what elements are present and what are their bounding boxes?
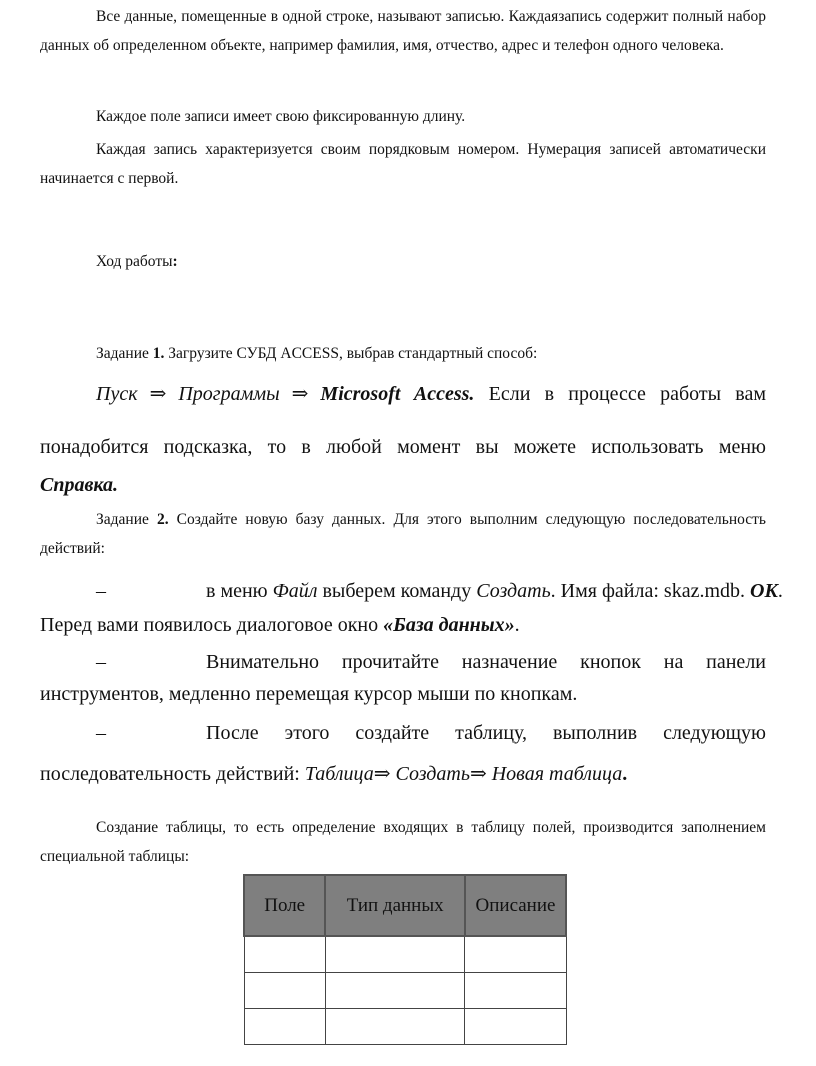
fields-table xyxy=(243,874,567,1045)
task1-heading xyxy=(96,339,537,368)
menu-programs: Программы xyxy=(178,383,280,405)
task2-prefix: Задание xyxy=(96,511,157,528)
dialog-database: «База данных» xyxy=(383,614,515,636)
table-header-row xyxy=(244,875,566,936)
header-description: Описание xyxy=(465,875,566,936)
step1-dialog-end: . xyxy=(514,614,520,636)
step2-text: Внимательно прочитайте назначение кнопок на панели xyxy=(206,651,766,673)
menu-table: Таблица xyxy=(304,763,374,785)
task1-prefix: Задание xyxy=(96,345,153,362)
task2-number: 2. xyxy=(156,511,169,528)
step-create-file-dialog xyxy=(40,610,766,640)
header-field: Поле xyxy=(244,875,325,936)
step-create-table xyxy=(96,718,766,748)
dash-bullet: – xyxy=(96,651,106,673)
command-new-table: Новая таблица xyxy=(491,763,623,785)
table-cell[interactable] xyxy=(244,973,325,1009)
step-read-buttons-line2: инструментов, медленно перемещая курсор мыши по кнопкам. xyxy=(40,683,578,705)
table-row xyxy=(244,973,566,1009)
menu-file: Файл xyxy=(272,580,318,602)
progress-colon: : xyxy=(172,253,178,270)
table-cell[interactable] xyxy=(244,1009,325,1045)
progress-label: Ход работы xyxy=(96,253,173,270)
table-cell[interactable] xyxy=(465,973,566,1009)
step-read-buttons xyxy=(96,647,766,677)
table-cell[interactable] xyxy=(465,1009,566,1045)
step1-dialog-text: Перед вами появилось диалоговое окно xyxy=(40,614,384,636)
intro-paragraph-numbering: Каждая запись характеризуется своим порядковым номером. Нумерация записей автоматически начинается с первой. xyxy=(40,141,766,187)
task1-help-menu xyxy=(40,470,118,500)
dash-bullet: – xyxy=(96,580,106,602)
table-cell[interactable] xyxy=(325,1009,465,1045)
task1-menu-path xyxy=(96,379,766,409)
closing-paragraph: Создание таблицы, то есть определение входящих в таблицу полей, производится заполнением специальной таблицы: xyxy=(40,819,766,865)
app-name: Microsoft Access. xyxy=(320,383,475,405)
task1-help-text: Если в процессе работы вам xyxy=(488,383,766,405)
task2-heading xyxy=(40,505,766,563)
ok-label: OK xyxy=(750,580,778,602)
arrow-icon: ⇒ xyxy=(469,763,487,785)
task1-help-line: понадобится подсказка, то в любой момент вы можете использовать меню xyxy=(40,436,766,458)
step1-filename: . Имя файла: skaz.mdb. xyxy=(550,580,751,602)
command-create-table: Создать xyxy=(395,763,470,785)
step3-text: После этого создайте таблицу, выполнив следующую xyxy=(206,722,766,744)
menu-help: Справка. xyxy=(40,474,119,496)
table-row xyxy=(244,1009,566,1045)
step-create-file xyxy=(96,576,816,606)
task1-text: Загрузите СУБД ACCESS, выбрав стандартный способ: xyxy=(164,345,538,362)
table-cell[interactable] xyxy=(325,973,465,1009)
menu-start: Пуск xyxy=(96,383,138,405)
table-cell[interactable] xyxy=(325,936,465,973)
step-create-table-path xyxy=(40,759,780,789)
command-create: Создать xyxy=(476,580,551,602)
arrow-icon: ⇒ xyxy=(373,763,391,785)
table-cell[interactable] xyxy=(244,936,325,973)
table-cell[interactable] xyxy=(465,936,566,973)
header-data-type: Тип данных xyxy=(325,875,465,936)
task1-number: 1. xyxy=(152,345,165,362)
step3-end: . xyxy=(622,763,628,785)
step1-text: выберем команду xyxy=(317,580,477,602)
step1-end: . xyxy=(777,580,783,602)
dash-bullet: – xyxy=(96,722,106,744)
task2-text: Создайте новую базу данных. Для этого выполним следующую последовательность действий: xyxy=(40,511,766,557)
arrow-icon: ⇒ xyxy=(149,383,167,405)
table-row xyxy=(244,936,566,973)
arrow-icon: ⇒ xyxy=(291,383,309,405)
step1-text: в меню xyxy=(206,580,273,602)
progress-heading xyxy=(96,247,178,276)
intro-paragraph-field-length: Каждое поле записи имеет свою фиксированную длину. xyxy=(96,108,466,125)
step3-text: последовательность действий: xyxy=(40,763,305,785)
intro-paragraph-records: Все данные, помещенные в одной строке, называют записью. Каждаязапись содержит полный набор данных об определенном объекте, например фамилия, имя, отчество, адрес и телефон одного человека. xyxy=(40,8,766,54)
